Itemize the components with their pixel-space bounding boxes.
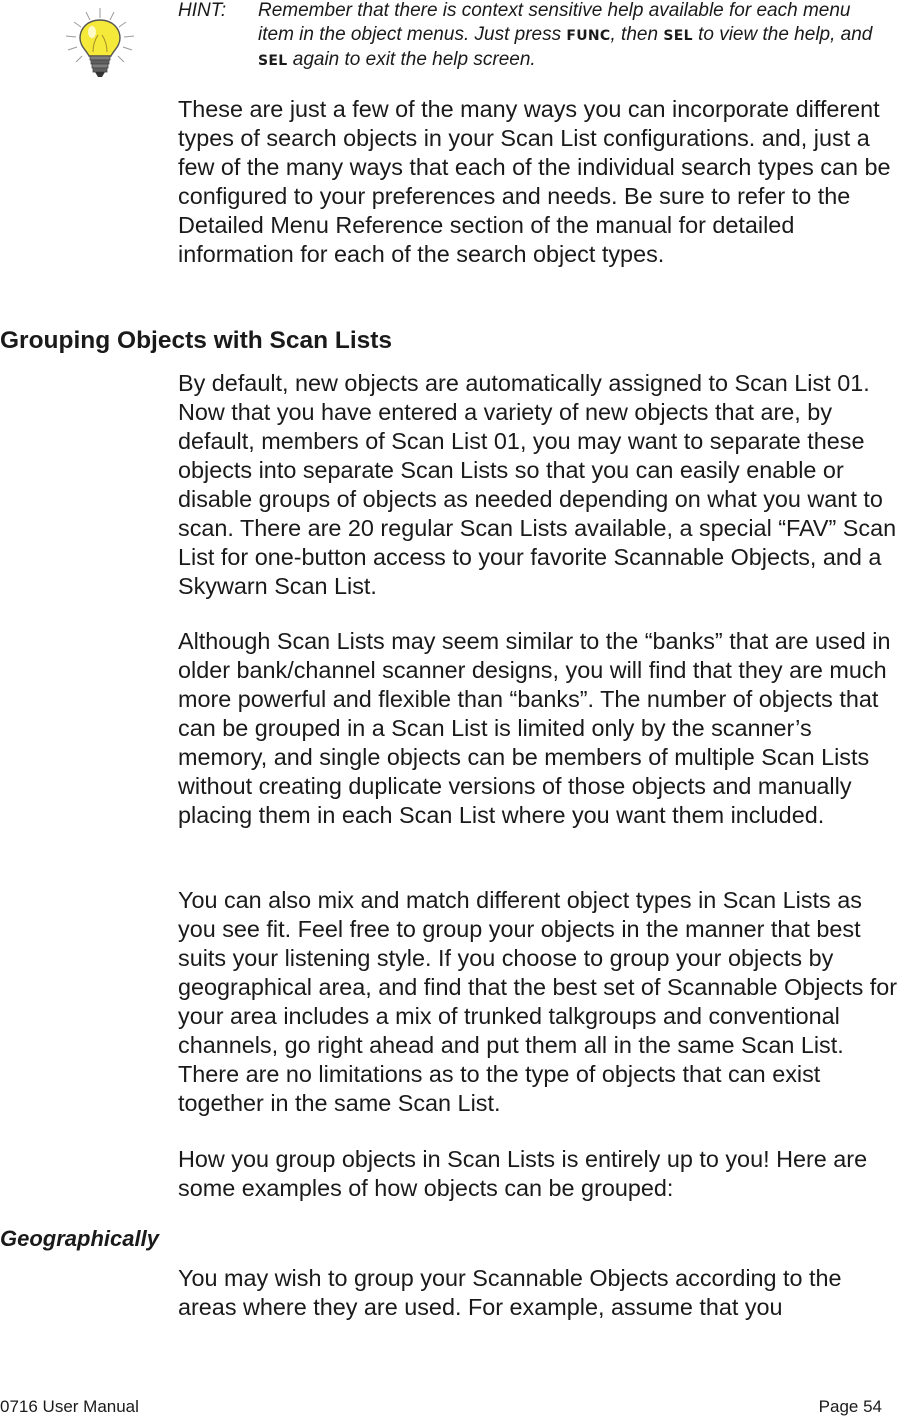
footer-page-number: Page 54 [818,1397,882,1416]
subheading: Geographically [0,1226,159,1251]
sel-key-label: SEL [663,28,693,44]
body-paragraph: How you group objects in Scan Lists is entirely up to you! Here are some examples of how objects can be grouped: [178,1146,868,1201]
hint-text-part: again to exit the help screen. [287,49,536,70]
section-heading: Grouping Objects with Scan Lists [0,327,393,354]
body-paragraph: You may wish to group your Scannable Objects according to the areas where they are used. For example, assume that you [178,1265,842,1320]
intro-paragraph: These are just a few of the many ways you can incorporate different types of search objects in your Scan List configurations. and, just a few of the many ways that each of the individual search types can be configured to your preferences and needs. Be sure to refer to the Detailed Menu Reference section of the manual for detailed information for each of the search object types. [178,96,891,267]
body-paragraph: Although Scan Lists may seem similar to the “banks” that are used in older bank/channel scanner designs, you will find that they are much more powerful and flexible than “banks”. The number of objects that can be grouped in a Scan List is limited only by the scanner’s memory, and single objects can be members of multiple Scan Lists without creating duplicate versions of those objects and manually placing them in each Scan List where you want them included. [178,628,891,828]
body-paragraph: By default, new objects are automatically assigned to Scan List 01. Now that you have entered a variety of new objects that are, by default, members of Scan List 01, you may want to separate these objects into separate Scan Lists so that you can easily enable or disable groups of objects as needed depending on what you want to scan. There are 20 regular Scan Lists available, a special “FAV” Scan List for one-button access to your favorite Scannable Objects, and a Skywarn Scan List. [178,370,897,599]
func-key-label: FUNC [566,28,611,44]
hint-text-part: Remember that there is context sensitive help available for each menu item in the object menus. Just press [258,0,851,45]
body-paragraph: You can also mix and match different object types in Scan Lists as you see fit. Feel free to group your objects in the manner that best suits your listening style. If you choose to group your objects by geographical area, and find that the best set of Scannable Objects for your area includes a mix of trunked talkgroups and conventional channels, go right ahead and put them all in the same Scan List. There are no limitations as to the type of objects that can exist together in the same Scan List. [178,887,898,1116]
sel-key-label: SEL [258,53,288,69]
hint-text-part: , then [610,24,664,45]
hint-callout [178,0,890,73]
footer-manual-title: 0716 User Manual [0,1397,139,1416]
hint-text [258,0,890,73]
hint-label: HINT: [178,0,227,21]
lightbulb-icon [62,6,138,82]
hint-text-part: to view the help, and [692,24,873,45]
